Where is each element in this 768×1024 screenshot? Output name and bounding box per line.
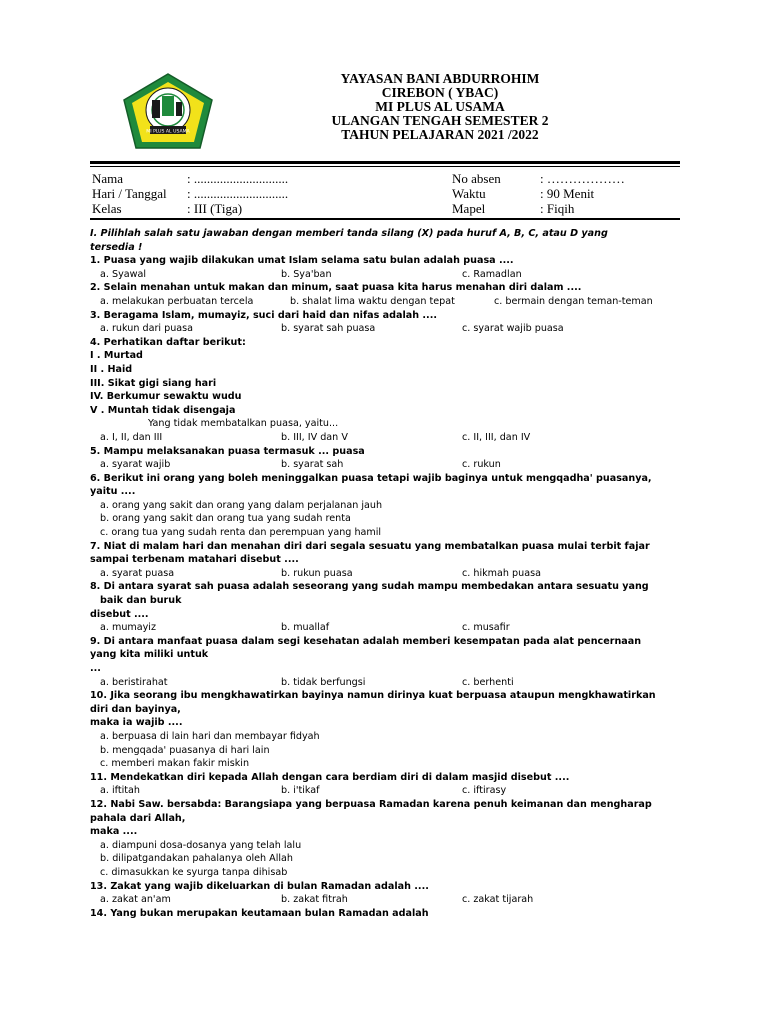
info-value-absen: : ……………… xyxy=(540,171,625,186)
info-label-hari: Hari / Tanggal xyxy=(92,186,167,201)
info-label-absen: No absen xyxy=(452,171,501,186)
question-8-options xyxy=(90,621,690,635)
q12-option-a: a. diampuni dosa-dosanya yang telah lalu xyxy=(100,839,302,851)
q4-option-c: c. II, III, dan IV xyxy=(462,431,531,443)
student-info-left xyxy=(92,171,422,216)
question-2-options xyxy=(90,295,690,309)
q6-option-b: b. orang yang sakit dan orang tua yang sudah renta xyxy=(100,513,351,525)
instruction-line-1: I. Pilihlah salah satu jawaban dengan memberi tanda silang (X) pada huruf A, B, C, atau D yang xyxy=(90,228,608,239)
q4-item-5: V . Muntah tidak disengaja xyxy=(90,404,236,416)
question-12-line-2: pahala dari Allah, xyxy=(90,812,186,824)
question-7-line-1: 7. Niat di malam hari dan menahan diri dari segala sesuatu yang membatalkan puasa mulai terbit fajar xyxy=(90,540,650,552)
q3-option-b: b. syarat sah puasa xyxy=(281,323,376,335)
q10-option-a: a. berpuasa di lain hari dan membayar fidyah xyxy=(100,730,320,742)
q9-option-c: c. berhenti xyxy=(462,676,514,688)
info-value-mapel: : Fiqih xyxy=(540,201,575,216)
q8-option-a: a. mumayiz xyxy=(100,622,157,634)
question-3-options xyxy=(90,322,690,336)
question-9-line-1: 9. Di antara manfaat puasa dalam segi kesehatan adalah memberi kesempatan pada alat pencernaan xyxy=(90,635,642,647)
question-3: 3. Beragama Islam, mumayiz, suci dari haid dan nifas adalah .... xyxy=(90,309,437,321)
q12-option-c: c. dimasukkan ke syurga tanpa dihisab xyxy=(100,866,288,878)
question-8-line-2: baik dan buruk xyxy=(100,595,182,607)
q13-option-b: b. zakat fitrah xyxy=(281,894,348,906)
question-14: 14. Yang bukan merupakan keutamaan bulan Ramadan adalah xyxy=(90,907,429,919)
header-divider-thin xyxy=(90,166,680,167)
question-list xyxy=(90,227,690,920)
question-7-options xyxy=(90,567,690,581)
header-line-3: MI PLUS AL USAMA xyxy=(375,99,505,114)
q4-prompt: Yang tidak membatalkan puasa, yaitu... xyxy=(148,418,339,430)
question-7-line-2: sampai terbenam matahari disebut .... xyxy=(90,554,299,566)
question-2: 2. Selain menahan untuk makan dan minum, saat puasa kita harus menahan diri dalam .... xyxy=(90,282,582,294)
q4-option-b: b. III, IV dan V xyxy=(281,431,348,443)
q5-option-c: c. rukun xyxy=(462,459,501,471)
q6-option-c: c. orang tua yang sudah renta dan perempuan yang hamil xyxy=(100,527,382,539)
q5-option-b: b. syarat sah xyxy=(281,459,344,471)
q13-option-a: a. zakat an'am xyxy=(100,894,171,906)
header-line-2: CIREBON ( YBAC) xyxy=(381,85,499,100)
question-10-line-1: 10. Jika seorang ibu mengkhawatirkan bayinya namun dirinya kuat berpuasa ataupun mengkhawatirkan xyxy=(90,690,656,702)
q3-option-c: c. syarat wajib puasa xyxy=(462,323,564,335)
q5-option-a: a. syarat wajib xyxy=(100,459,171,471)
info-label-nama: Nama xyxy=(92,171,124,186)
question-4-options xyxy=(90,431,690,445)
q11-option-a: a. iftitah xyxy=(100,785,141,797)
question-13: 13. Zakat yang wajib dikeluarkan di bulan Ramadan adalah .... xyxy=(90,880,429,892)
info-value-waktu: : 90 Menit xyxy=(540,186,595,201)
logo-text: MI PLUS AL USAMA xyxy=(146,129,190,135)
instruction-line-2: tersedia ! xyxy=(90,241,143,253)
q4-item-3: III. Sikat gigi siang hari xyxy=(90,377,217,389)
q2-option-a: a. melakukan perbuatan tercela xyxy=(100,295,254,307)
question-8-line-1: 8. Di antara syarat sah puasa adalah seseorang yang sudah mampu membedakan antara sesuatu yang xyxy=(90,581,649,593)
q3-option-a: a. rukun dari puasa xyxy=(100,323,194,335)
q4-item-4: IV. Berkumur sewaktu wudu xyxy=(90,391,242,403)
question-8-line-3: disebut .... xyxy=(90,608,149,620)
question-1-options xyxy=(90,268,690,282)
info-label-mapel: Mapel xyxy=(452,201,486,216)
q10-option-c: c. memberi makan fakir miskin xyxy=(100,758,250,770)
q6-option-a: a. orang yang sakit dan orang yang dalam perjalanan jauh xyxy=(100,499,383,511)
q4-option-a: a. I, II, dan III xyxy=(100,431,163,443)
q13-option-c: c. zakat tijarah xyxy=(462,894,534,906)
header-line-4: ULANGAN TENGAH SEMESTER 2 xyxy=(331,113,549,128)
question-5-options xyxy=(90,458,690,472)
q9-option-b: b. tidak berfungsi xyxy=(281,676,366,688)
question-5: 5. Mampu melaksanakan puasa termasuk ... puasa xyxy=(90,445,365,457)
q11-option-c: c. iftirasy xyxy=(462,785,507,797)
question-11-options xyxy=(90,784,690,798)
question-6-line-1: 6. Berikut ini orang yang boleh meninggalkan puasa tetapi wajib baginya untuk mengqadha' puasanya, xyxy=(90,472,652,484)
question-12-line-3: maka .... xyxy=(90,826,138,838)
question-9-line-2: yang kita miliki untuk xyxy=(90,649,209,661)
q7-option-a: a. syarat puasa xyxy=(100,567,175,579)
question-10-line-3: maka ia wajib .... xyxy=(90,717,183,729)
q1-option-b: b. Sya'ban xyxy=(281,268,332,280)
info-divider xyxy=(90,218,680,220)
question-4: 4. Perhatikan daftar berikut: xyxy=(90,336,246,348)
question-11: 11. Mendekatkan diri kepada Allah dengan cara berdiam diri di dalam masjid disebut .... xyxy=(90,771,570,783)
info-value-hari: : ............................. xyxy=(187,186,289,201)
q7-option-b: b. rukun puasa xyxy=(281,567,353,579)
question-12-line-1: 12. Nabi Saw. bersabda: Barangsiapa yang berpuasa Ramadan karena penuh keimanan dan mengharap xyxy=(90,798,652,810)
question-6-line-2: yaitu .... xyxy=(90,486,136,498)
info-value-kelas: : III (Tiga) xyxy=(187,201,243,216)
header-line-1: YAYASAN BANI ABDURROHIM xyxy=(340,71,540,86)
question-9-line-3: ... xyxy=(90,663,101,674)
student-info-right xyxy=(452,171,680,216)
q7-option-c: c. hikmah puasa xyxy=(462,567,541,579)
q10-option-b: b. mengqada' puasanya di hari lain xyxy=(100,744,270,756)
q2-option-c: c. bermain dengan teman-teman xyxy=(494,295,653,307)
q9-option-a: a. beristirahat xyxy=(100,676,168,688)
question-13-options xyxy=(90,893,690,907)
q4-item-2: II . Haid xyxy=(90,363,133,375)
q11-option-b: b. i'tikaf xyxy=(281,785,320,797)
q1-option-c: c. Ramadlan xyxy=(462,268,522,280)
q2-option-b: b. shalat lima waktu dengan tepat xyxy=(290,295,455,307)
q8-option-b: b. muallaf xyxy=(281,622,330,634)
q12-option-b: b. dilipatgandakan pahalanya oleh Allah xyxy=(100,853,293,865)
header-line-5: TAHUN PELAJARAN 2021 /2022 xyxy=(341,127,539,142)
q8-option-c: c. musafir xyxy=(462,622,510,634)
info-label-kelas: Kelas xyxy=(92,201,122,216)
exam-header xyxy=(290,72,590,142)
q1-option-a: a. Syawal xyxy=(100,268,147,280)
question-9-options xyxy=(90,676,690,690)
question-1: 1. Puasa yang wajib dilakukan umat Islam selama satu bulan adalah puasa .... xyxy=(90,255,514,267)
header-divider-thick xyxy=(90,161,680,164)
info-label-waktu: Waktu xyxy=(452,186,486,201)
question-10-line-2: diri dan bayinya, xyxy=(90,703,181,715)
school-logo-icon xyxy=(122,72,214,150)
info-value-nama: : ............................. xyxy=(187,171,289,186)
q4-item-1: I . Murtad xyxy=(90,350,143,362)
